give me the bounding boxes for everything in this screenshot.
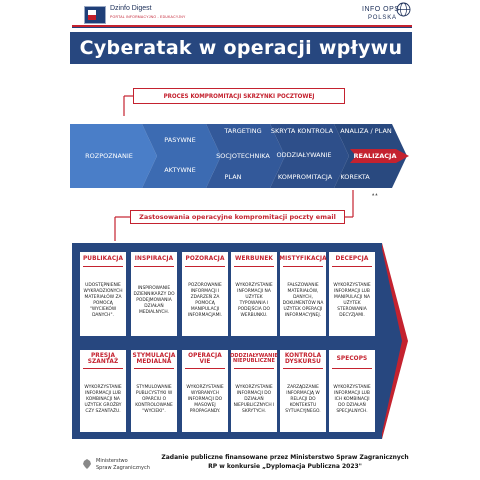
card-text: UDOSTĘPNIENIE WYKRADZIONYCH MATERIAŁÓW ZA POMOCĄ "WYCIEKÓW DANYCH". xyxy=(83,283,123,318)
chevron-5-label-2: REALIZACJA xyxy=(353,152,397,160)
card-title: WERBUNEK xyxy=(234,255,274,262)
process-label: PROCES KOMPROMITACJI SKRZYNKI POCZTOWEJ xyxy=(133,88,345,104)
card-title: KONTROLA DYSKURSU xyxy=(284,352,322,365)
card-text: WYKORZYSTANIE INFORMACJI DO DZIAŁAŃ NIEPUBLICZNYCH I SKRYTYCH. xyxy=(233,385,275,414)
card-title: OPERACJA VIE xyxy=(188,352,222,365)
chevron-4-label-1: SKRYTA KONTROLA xyxy=(270,127,334,135)
chevron-2-label-1: PASYWNE xyxy=(164,136,196,144)
chevron-2-label-2: AKTYWNE xyxy=(164,166,196,174)
card-text: ZARZĄDZANIE INFORMACJĄ W RELACJI DO KONTEKSTU SYTUACYJNEGO. xyxy=(285,385,321,414)
card-title: POZORACJA xyxy=(185,255,225,262)
partner-country: POLSKA xyxy=(368,15,397,21)
card-title: STYMULACJA MEDIALNA xyxy=(132,352,176,365)
card-oddzialywanie-niepubliczne xyxy=(231,350,277,432)
chevron-3-label-2: SOCJOTECHNIKA xyxy=(216,152,270,160)
card-title: MISTYFIKACJA xyxy=(279,255,327,262)
card-pozoracja xyxy=(182,252,228,336)
card-text: WYKORZYSTANIE INFORMACJI LUB KOMBINACJI NA UŻYTEK GROŹBY CZY SZANTAŻU. xyxy=(84,385,122,414)
panel-arrow-inner xyxy=(382,249,402,433)
partner-name: INFO OPS xyxy=(362,6,400,13)
funding-line-1: Zadanie publiczne finansowane przez Ministerstwo Spraw Zagranicznych xyxy=(161,454,409,461)
chevron-1-label-1: ROZPOZNANIE xyxy=(85,152,133,160)
card-title: DECEPCJA xyxy=(335,255,369,262)
chevron-5-label-3: KOREKTA xyxy=(340,173,370,181)
card-operacja-vie xyxy=(182,350,228,432)
card-inspiracja xyxy=(131,252,177,336)
card-werbunek xyxy=(231,252,277,336)
funding-line-2: RP w konkursie „Dyplomacja Publiczna 2023" xyxy=(208,463,362,470)
card-title: PUBLIKACJA xyxy=(82,255,124,262)
page-title: Cyberatak w operacji wpływu xyxy=(70,32,412,64)
card-specops xyxy=(329,350,375,432)
card-text: STYMULOWANIE PUBLICYSTYKI W OPARCIU O KONTROLOWANE "WYCIEKI". xyxy=(135,385,173,414)
card-text: WYKORZYSTANIE INFORMACJI NA UŻYTEK TYPOWANIA I PODEJŚCIA DO WERBUNKU. xyxy=(235,283,273,318)
card-text: INSPIROWANIE DZIENNIKARZY DO PODEJMOWANIA DZIAŁAŃ MEDIALNYCH. xyxy=(133,286,175,315)
chevron-5-label-1: ANALIZA / PLAN xyxy=(340,127,392,135)
ministry-line-1: Ministerstwo xyxy=(96,458,128,464)
brand-name: Dzinfo Digest xyxy=(110,5,152,12)
card-text: WYKORZYSTANIE INFORMACJI LUB ICH KOMBINACJI DO DZIAŁAŃ SPECJALNYCH. xyxy=(333,385,371,414)
ministry-line-2: Spraw Zagranicznych xyxy=(96,465,150,471)
card-title: SPECOPS xyxy=(336,355,368,362)
card-decepcja xyxy=(329,252,375,336)
usage-label: Zastosowania operacyjne kompromitacji poczty email xyxy=(130,210,345,224)
card-kontrola-dyskursu xyxy=(280,350,326,432)
card-title: PRESJA SZANTAŻ xyxy=(87,352,119,365)
small-mark: ▲ ▲ xyxy=(372,192,378,196)
card-text: POZOROWANIE INFORMACJI I ZDARZEŃ ZA POMOCĄ MANIPULACJI INFORMACJAMI. xyxy=(187,283,223,318)
card-text: WYKORZYSTANIE WYBRANYCH INFORMACJI DO MASOWEJ PROPAGANDY. xyxy=(186,385,224,414)
card-presja-szantaz xyxy=(80,350,126,432)
card-title: INSPIRACJA xyxy=(134,255,174,262)
card-stymulacja-medialna xyxy=(131,350,177,432)
card-text: FAŁSZOWANIE MATERIAŁÓW, DANYCH, DOKUMENTÓW NA UŻYTEK OPERACJI INFORMACYJNEJ. xyxy=(282,283,324,318)
chevron-4-label-3: KOMPROMITACJA xyxy=(277,173,333,181)
eagle-emblem-icon xyxy=(82,458,92,470)
card-publikacja xyxy=(80,252,126,336)
card-mistyfikacja xyxy=(280,252,326,336)
chevron-3-label-3: PLAN xyxy=(224,173,242,181)
chevron-4-label-2: ODDZIAŁYWANIE xyxy=(276,151,332,159)
chevron-3-label-1: TARGETING xyxy=(224,127,262,135)
card-text: WYKORZYSTANIE INFORMACJI LUB MANIPULACJI NA UŻYTEK STEROWANIA DECYZJAMI. xyxy=(333,283,371,318)
card-title: ODDZIAŁYWANIE NIEPUBLICZNE xyxy=(230,352,278,364)
brand-subtitle: PORTAL INFORMACYJNO - EDUKACYJNY xyxy=(110,15,186,19)
